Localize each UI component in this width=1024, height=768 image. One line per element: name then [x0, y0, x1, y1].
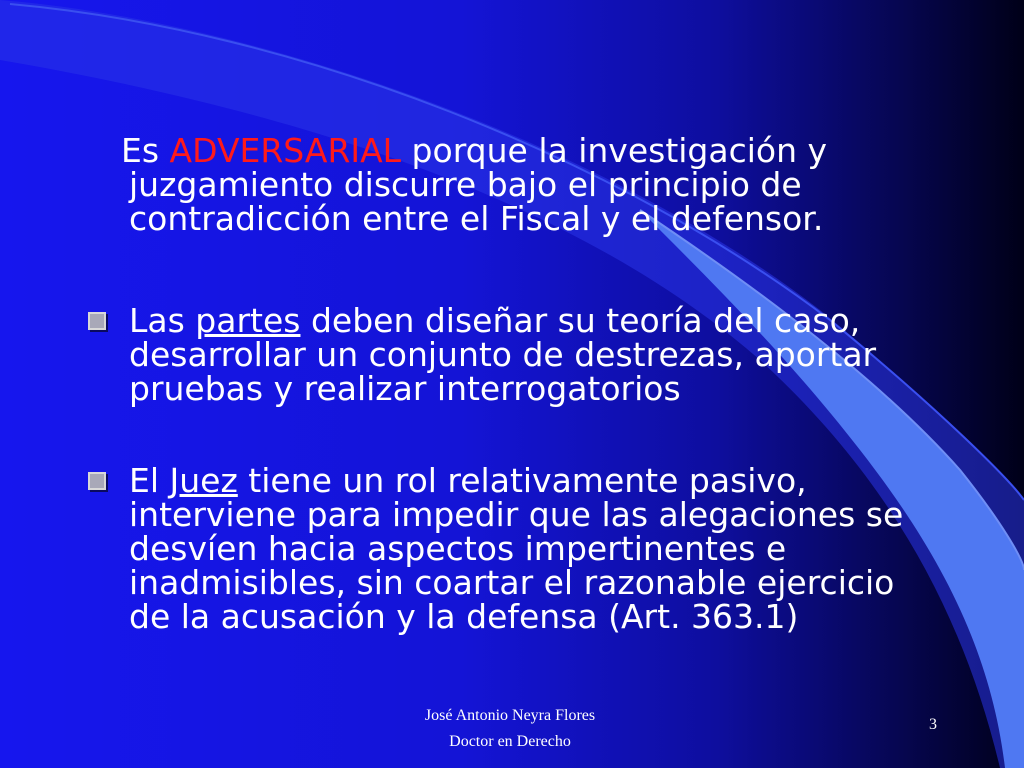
- bullet2-rest: tiene un rol relativamente pasivo,: [237, 461, 807, 500]
- bullet-square-icon: [88, 472, 106, 490]
- bullet1-line2: desarrollar un conjunto de destrezas, aportar: [129, 335, 877, 374]
- bullet1-line1: [129, 301, 959, 340]
- para1-prefix: Es: [121, 131, 170, 170]
- bullet-juez: [129, 461, 959, 636]
- bullet2-line3: desvíen hacia aspectos impertinentes e: [129, 529, 787, 568]
- keyword-juez: Juez: [169, 461, 238, 500]
- bullet-partes: [129, 301, 959, 408]
- page-number: 3: [929, 716, 937, 733]
- footer: [380, 703, 640, 755]
- keyword-adversarial: ADVERSARIAL: [169, 131, 402, 170]
- footer-title: Doctor en Derecho: [449, 733, 571, 750]
- para1-rest: porque la investigación y: [401, 131, 828, 170]
- para1-line3: contradicción entre el Fiscal y el defensor.: [129, 199, 824, 238]
- para1-line2: juzgamiento discurre bajo el principio de: [129, 165, 802, 204]
- bullet1-line3: pruebas y realizar interrogatorios: [129, 369, 681, 408]
- paragraph-adversarial: [121, 131, 959, 238]
- bullet1-rest: deben diseñar su teoría del caso,: [300, 301, 861, 340]
- bullet2-line5: de la acusación y la defensa (Art. 363.1): [129, 597, 799, 636]
- keyword-partes: partes: [195, 301, 301, 340]
- bullet-square-icon: [88, 312, 106, 330]
- bullet2-prefix: El: [129, 461, 170, 500]
- para1-line1: [121, 131, 959, 170]
- bullet2-line2: interviene para impedir que las alegaciones se: [129, 495, 904, 534]
- bullet1-prefix: Las: [129, 301, 196, 340]
- bullet2-line4: inadmisibles, sin coartar el razonable ejercicio: [129, 563, 895, 602]
- footer-author: José Antonio Neyra Flores: [424, 707, 596, 724]
- bullet2-line1: [129, 461, 959, 500]
